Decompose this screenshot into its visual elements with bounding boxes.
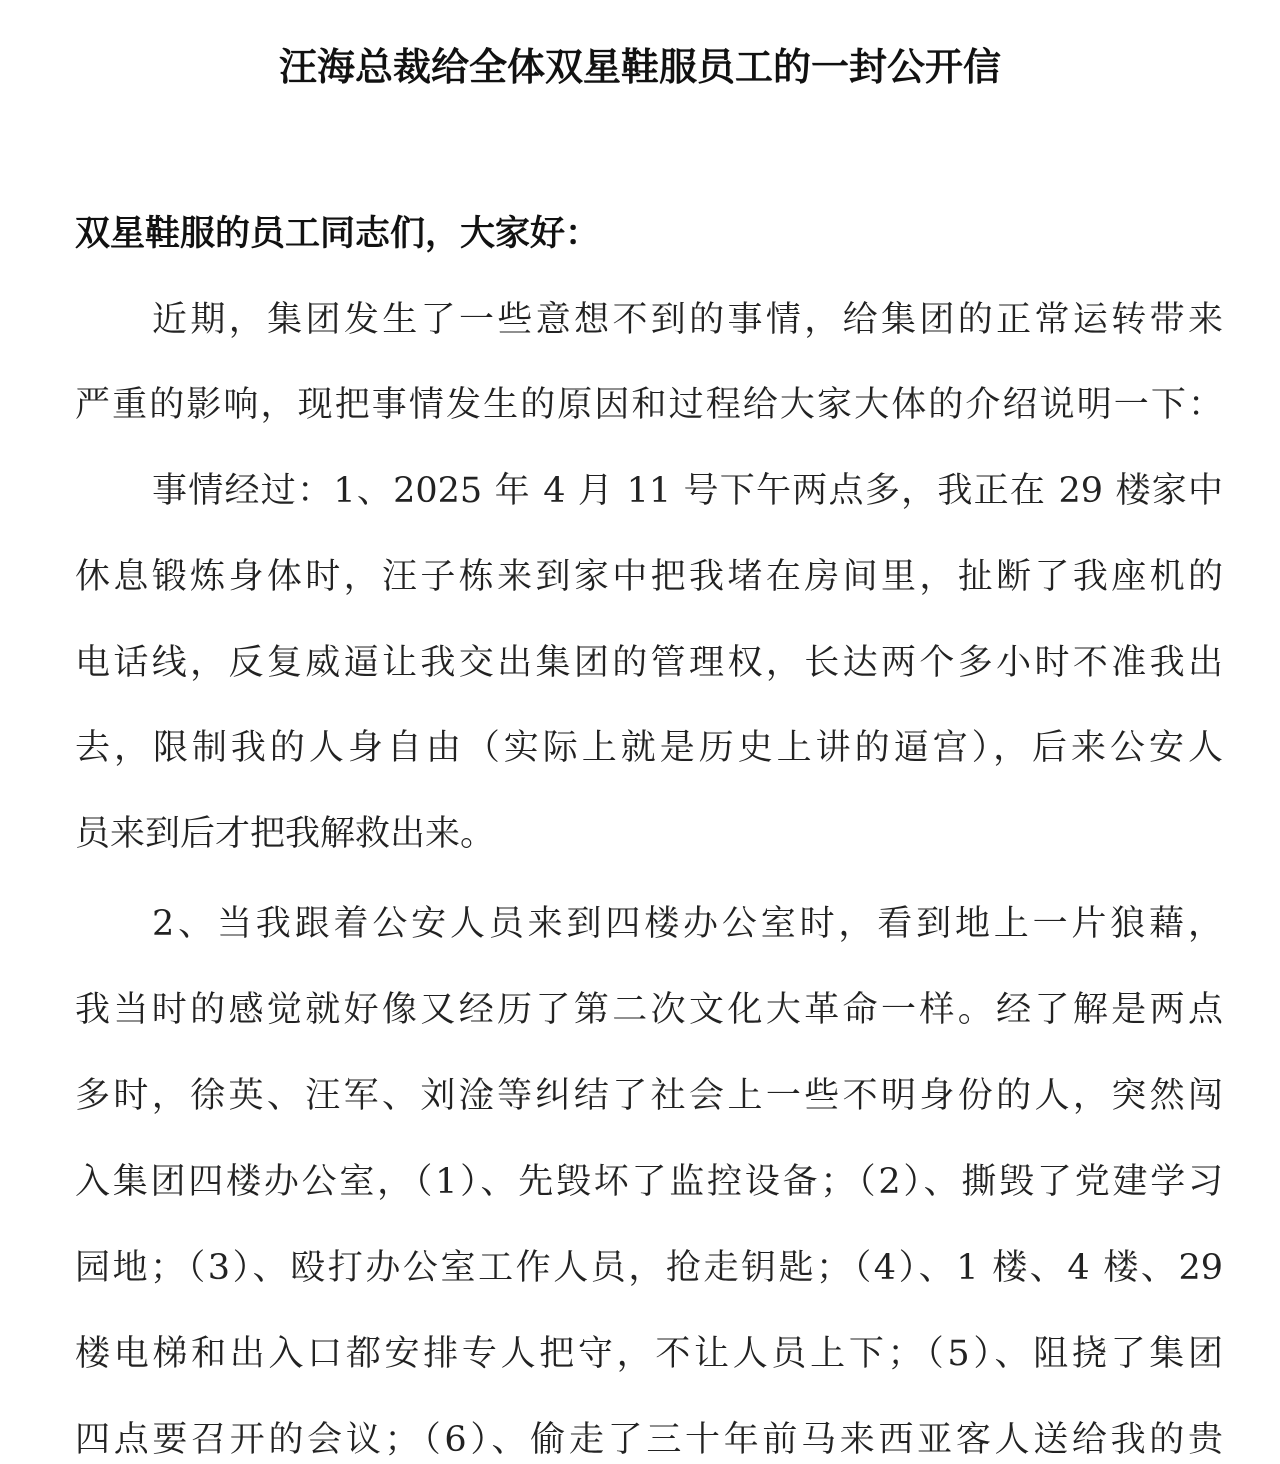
paragraph-line: 我当时的感觉就好像又经历了第二次文化大革命一样。经了解是两点 xyxy=(75,990,1223,1030)
paragraph-line: 近期，集团发生了一些意想不到的事情，给集团的正常运转带来 xyxy=(152,300,1223,340)
paragraph-line: 2、当我跟着公安人员来到四楼办公室时，看到地上一片狼藉， xyxy=(152,904,1223,944)
paragraph-line: 严重的影响，现把事情发生的原因和过程给大家大体的介绍说明一下： xyxy=(75,385,1223,425)
greeting: 双星鞋服的员工同志们，大家好： xyxy=(75,213,601,254)
paragraph-line: 入集团四楼办公室，（1）、先毁坏了监控设备；（2）、撕毁了党建学习 xyxy=(75,1162,1223,1202)
paragraph-line: 多时，徐英、汪军、刘淦等纠结了社会上一些不明身份的人，突然闯 xyxy=(75,1076,1223,1116)
paragraph-line: 楼电梯和出入口都安排专人把守，不让人员上下；（5）、阻挠了集团 xyxy=(75,1334,1223,1374)
paragraph-line: 去，限制我的人身自由（实际上就是历史上讲的逼宫），后来公安人 xyxy=(75,728,1223,768)
paragraph-line: 员来到后才把我解救出来。 xyxy=(75,814,496,854)
document-title: 汪海总裁给全体双星鞋服员工的一封公开信 xyxy=(278,44,1001,89)
paragraph-line: 事情经过：1、2025 年 4 月 11 号下午两点多，我正在 29 楼家中 xyxy=(152,471,1223,511)
paragraph-line: 休息锻炼身体时，汪子栋来到家中把我堵在房间里，扯断了我座机的 xyxy=(75,557,1223,597)
paragraph-line: 电话线，反复威逼让我交出集团的管理权，长达两个多小时不准我出 xyxy=(75,643,1223,683)
paragraph-line: 园地；（3）、殴打办公室工作人员，抢走钥匙；（4）、1 楼、4 楼、29 xyxy=(75,1248,1223,1288)
paragraph-line: 四点要召开的会议；（6）、偷走了三十年前马来西亚客人送给我的贵 xyxy=(75,1420,1223,1460)
